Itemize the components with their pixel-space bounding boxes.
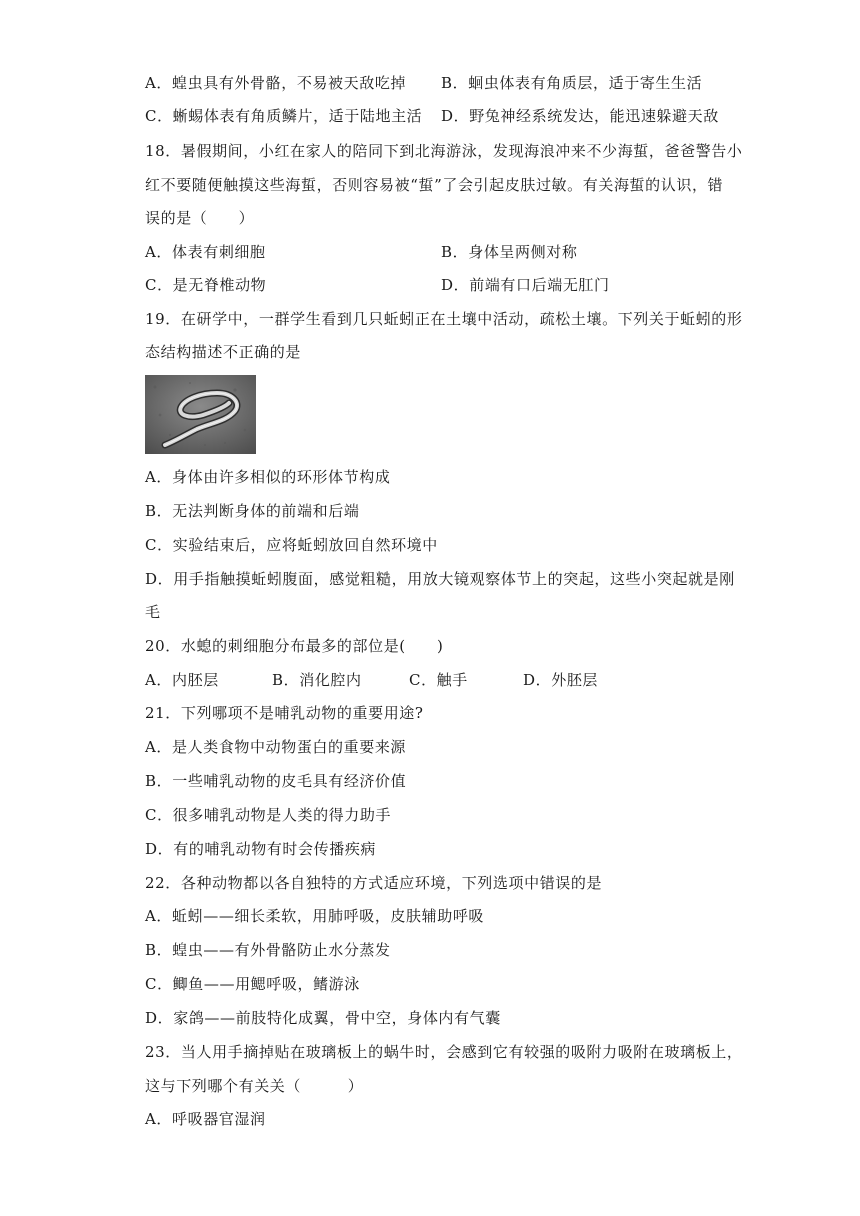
q18-option-a: A．体表有刺细胞	[145, 243, 266, 261]
q17-option-d: D．野兔神经系统发达，能迅速躲避天敌	[441, 107, 719, 125]
q20-option-a: A．内胚层	[145, 671, 219, 689]
q19-option-d-line-2: 毛	[145, 603, 161, 621]
q23-option-a: A．呼吸器官湿润	[145, 1110, 266, 1128]
q21-option-a: A．是人类食物中动物蛋白的重要来源	[145, 738, 407, 756]
q19-stem-line-1: 19．在研学中，一群学生看到几只蚯蚓正在土壤中活动，疏松土壤。下列关于蚯蚓的形	[145, 310, 743, 328]
q22-stem: 22．各种动物都以各自独特的方式适应环境，下列选项中错误的是	[145, 874, 603, 892]
q19-option-a: A．身体由许多相似的环形体节构成	[145, 468, 391, 486]
q17-option-c: C．蜥蜴体表有角质鳞片，适于陆地主活	[145, 107, 423, 125]
q18-stem-line-3: 误的是（ ）	[145, 209, 255, 227]
q23-stem-line-2: 这与下列哪个有关关（ ）	[145, 1077, 364, 1095]
earthworm-photo	[145, 375, 256, 454]
q20-option-d: D．外胚层	[523, 671, 599, 689]
q18-option-d: D．前端有口后端无肛门	[441, 276, 610, 294]
q21-option-c: C．很多哺乳动物是人类的得力助手	[145, 806, 392, 824]
q22-option-b: B．蝗虫——有外骨骼防止水分蒸发	[145, 941, 391, 959]
q22-option-d: D．家鸽——前肢特化成翼，骨中空，身体内有气囊	[145, 1009, 501, 1027]
q17-option-a: A．蝗虫具有外骨骼，不易被天敌吃掉	[145, 74, 407, 92]
q22-option-a: A．蚯蚓——细长柔软，用肺呼吸，皮肤辅助呼吸	[145, 907, 485, 925]
q21-option-d: D．有的哺乳动物有时会传播疾病	[145, 840, 377, 858]
q18-option-b: B．身体呈两侧对称	[441, 243, 578, 261]
q21-stem: 21．下列哪项不是哺乳动物的重要用途?	[145, 704, 424, 722]
q22-option-c: C．鲫鱼——用鳃呼吸，鳍游泳	[145, 975, 360, 993]
q18-stem-line-1: 18．暑假期间，小红在家人的陪同下到北海游泳，发现海浪冲来不少海蜇，爸爸警告小	[145, 142, 743, 160]
q19-option-c: C．实验结束后，应将蚯蚓放回自然环境中	[145, 536, 438, 554]
q20-option-b: B．消化腔内	[272, 671, 362, 689]
q23-stem-line-1: 23．当人用手摘掉贴在玻璃板上的蜗牛时，会感到它有较强的吸附力吸附在玻璃板上，	[145, 1043, 743, 1061]
q20-option-c: C．触手	[409, 671, 468, 689]
q21-option-b: B．一些哺乳动物的皮毛具有经济价值	[145, 772, 407, 790]
q19-stem-line-2: 态结构描述不正确的是	[145, 343, 302, 361]
q19-option-d-line-1: D．用手指触摸蚯蚓腹面，感觉粗糙，用放大镜观察体节上的突起，这些小突起就是刚	[145, 570, 735, 588]
q17-option-b: B．蛔虫体表有角质层，适于寄生生活	[441, 74, 703, 92]
q18-option-c: C．是无脊椎动物	[145, 276, 267, 294]
q19-option-b: B．无法判断身体的前端和后端	[145, 502, 360, 520]
q18-stem-line-2: 红不要随便触摸这些海蜇，否则容易被“蜇”了会引起皮肤过敏。有关海蜇的认识，错	[145, 176, 724, 194]
q20-stem: 20．水螅的刺细胞分布最多的部位是( )	[145, 637, 444, 655]
